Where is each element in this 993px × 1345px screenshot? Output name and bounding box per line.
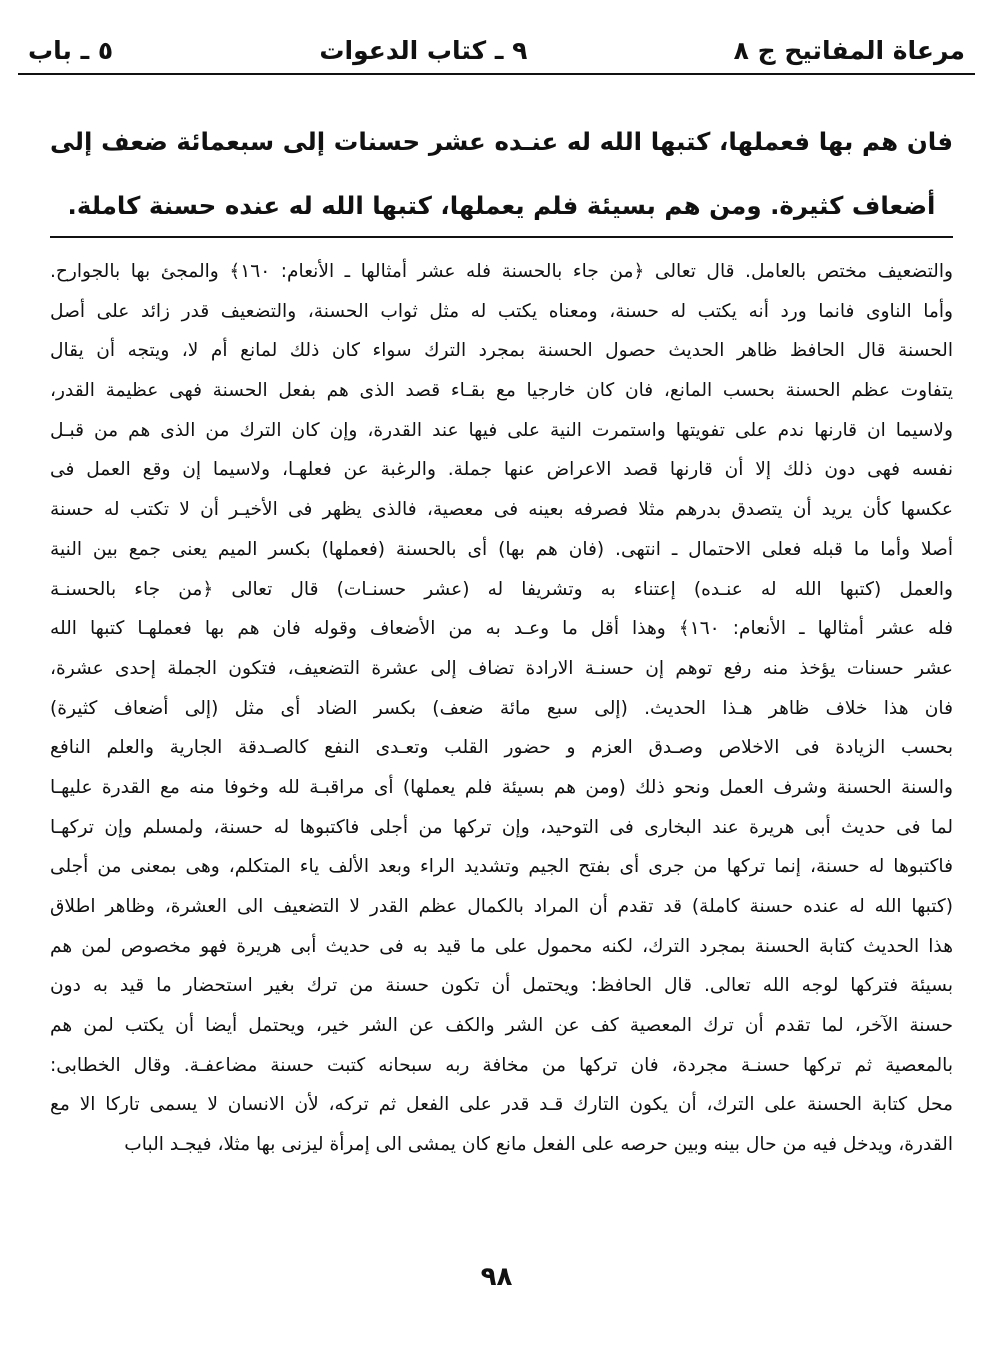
commentary-line: والتضعيف مختص بالعامل. قال تعالى ﴿من جاء بالحسنة فله عشر أمثالها ـ الأنعام: ١٦٠﴾ والمجئ بها بالجوارح. <box>50 261 953 282</box>
header-section: ٥ ـ باب <box>28 35 114 65</box>
header-chapter: ٩ ـ كتاب الدعوات <box>319 35 528 65</box>
commentary-line: يتفاوت عظم الحسنة بحسب المانع، فان كان خارجيا مع بقـاء قصد الذى هم بفعل الحسنة فهى عظيمة القدر، <box>50 380 953 402</box>
commentary-line: ولاسيما ان قارنها ندم على تفويتها واستمرت النية على فيها عند القدرة، وإن كان الترك من الذى هم من قبـل <box>50 419 953 441</box>
hadith-divider <box>50 236 953 238</box>
commentary-body <box>50 252 953 1252</box>
commentary-line: بالمعصية ثم تركها حسنـة مجردة، فان تركها من مخافة ربه سبحانه كتبت حسنة مضاعفـة. وقال الخطابى: <box>50 1054 953 1076</box>
commentary-line: والعمل (كتبها الله له عنـده) إعتناء به وتشريفا له (عشر حسنـات) قال تعالى ﴿من جاء بالحسنـة <box>50 578 953 600</box>
commentary-line: وأما الناوى فانما ورد أنه يكتب له حسنة، ومعناه يكتب له مثل ثواب الحسنة، والتضعيف قدر زائد على أصل <box>50 300 953 322</box>
commentary-line: القدرة، ويدخل فيه من حال بينه وبين حرصه على الفعل مانع كان يمشى الى إمرأة ليزنى بها مثلا، فيجـد الباب <box>124 1134 953 1156</box>
commentary-line: فان هذا خلاف ظاهر هـذا الحديث. (إلى سبع مائة ضعف) بكسر الضاد أى مثل (إلى أضعاف كثيرة) <box>50 697 953 719</box>
commentary-line: فاكتبوها له حسنة، إنما تركها من جرى أى بفتح الجيم وتشديد الراء وبعد الألف ياء المتكلم، وهى بمعنى من أجلى <box>50 856 953 878</box>
commentary-line: أصلا وأما ما قبله فعلى الاحتمال ـ انتهى. (فان هم بها) أى بالحسنة (فعملها) بكسر الميم يعنى جمع بين النية <box>50 538 953 560</box>
commentary-line: هذا الحديث كتابة الحسنة بمجرد الترك، لكنه محمول على ما قيد به فى حديث أبى هريرة فهو مخصوص لمن هم <box>50 935 953 957</box>
hadith-text: فان هم بها فعملها، كتبها الله له عنـده عشر حسنات إلى سبعمائة ضعف إلى أضعاف كثيرة. ومن هم بسيئة فلم يعملها، كتبها الله له عنده حسنة كاملة. <box>50 127 953 220</box>
page-number: ٩٨ <box>480 1262 513 1292</box>
running-header <box>28 30 965 70</box>
commentary-line: حسنة الآخر، لما تقدم أن ترك المعصية كف عن الشر والكف عن الشر خير، ويحتمل أيضا أن يكتب لمن هم <box>50 1015 953 1037</box>
commentary-line: (كتبها الله له عنده حسنة كاملة) قد تقدم أن المراد بالكمال عظم القدر لا التضعيف الى العشرة، وظاهر اطلاق <box>50 896 953 917</box>
commentary-line: بحسب الزيادة فى الاخلاص وصـدق العزم و حضور القلب وتعـدى النفع كالصـدقة الجارية والعلم النافع <box>50 737 953 759</box>
commentary-line: والسنة الحسنة وشرف العمل ونحو ذلك (ومن هم بسيئة فلم يعملها) أى مراقبـة لله وخوفا منه مع القدرة عليهـا <box>50 776 953 798</box>
commentary-line: محل كتابة الحسنة على الترك، أن يكون التارك قـد قدر على الفعل ثم تركه، لأن الانسان لا يسمى تاركا الا مع <box>50 1094 953 1116</box>
commentary-line: بسيئة فتركها لوجه الله تعالى. قال الحافظ: ويحتمل أن تكون حسنة من ترك بغير استحضار ما قيد به دون <box>50 975 953 997</box>
commentary-line: عكسها كأن يريد أن يتصدق بدرهم مثلا فصرفه بعينه فى معصية، فالذى يظهر فى الأخيـر أن لا تكتب له حسنة <box>50 499 953 521</box>
header-divider <box>18 73 975 75</box>
commentary-line: نفسه فهى دون ذلك إلا أن قارنها قصد الاعراض عنها جملة. والرغبة عن فعلهـا، ولاسيما إن وقع العمل فى <box>50 459 953 481</box>
commentary-line: فله عشر أمثالها ـ الأنعام: ١٦٠﴾ وهذا أقل ما وعـد به من الأضعاف وقوله فان هم بها فعملهـا كتبها الله <box>50 618 953 640</box>
commentary-line: عشر حسنات يؤخذ منه رفع توهم إن حسنـة الارادة تضاف إلى عشرة التضعيف، فتكون الجملة إحدى عشرة، <box>50 657 953 679</box>
commentary-line: الحسنة قال الحافظ ظاهر الحديث حصول الحسنة بمجرد الترك سواء كان ذلك لمانع أم لا، ويتجه أن يقال <box>50 340 953 362</box>
header-book-title: مرعاة المفاتيح ج ٨ <box>733 35 965 65</box>
commentary-line: لما فى حديث أبى هريرة عند البخارى فى التوحيد، وإن تركها من أجلى فاكتبوها له حسنة، ولمسلم وإن تركهـا <box>50 816 953 838</box>
